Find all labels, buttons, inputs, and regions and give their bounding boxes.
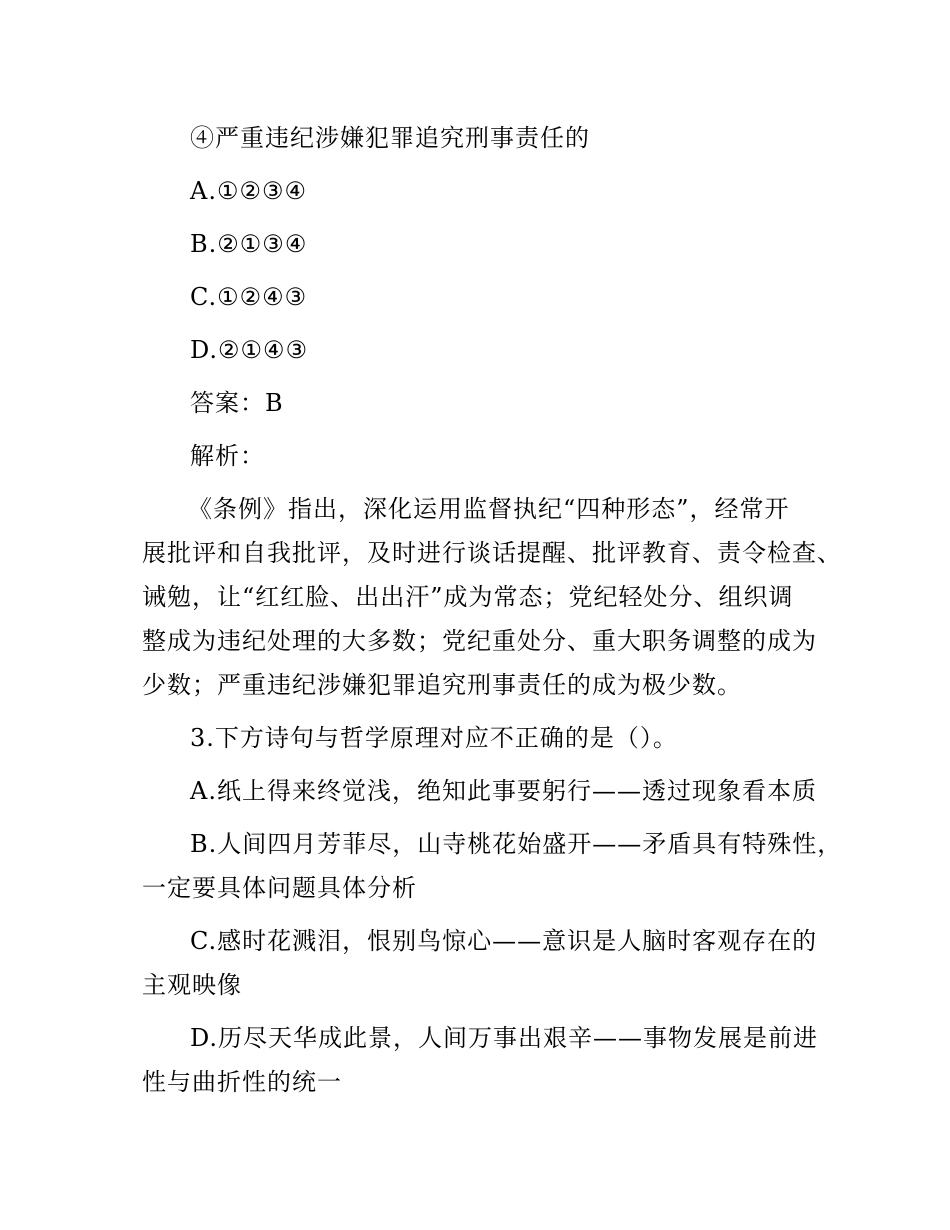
answer-choice-a: A.①②③④ bbox=[190, 177, 308, 205]
analysis-heading: 解析： bbox=[190, 442, 265, 470]
answer-choice-d: D.②①④③ bbox=[190, 336, 309, 364]
analysis-paragraph-line-3: 诫勉，让“红红脸、出出汗”成为常态；党纪轻处分、组织调 bbox=[142, 583, 794, 611]
option-item-4: ④严重违纪涉嫌犯罪追究刑事责任的 bbox=[190, 124, 590, 152]
question-3-option-d-line-1: D.历尽天华成此景，人间万事出艰辛——事物发展是前进 bbox=[190, 1024, 819, 1052]
analysis-paragraph-line-5: 少数；严重违纪涉嫌犯罪追究刑事责任的成为极少数。 bbox=[142, 671, 742, 699]
question-3-option-b-line-1: B.人间四月芳菲尽，山寺桃花始盛开——矛盾具有特殊性， bbox=[190, 830, 843, 858]
analysis-paragraph-line-4: 整成为违纪处理的大多数；党纪重处分、重大职务调整的成为 bbox=[142, 627, 817, 655]
answer-line: 答案：B bbox=[190, 389, 284, 417]
answer-choice-b: B.②①③④ bbox=[190, 230, 308, 258]
analysis-paragraph-line-1: 《条例》指出，深化运用监督执纪“四种形态”，经常开 bbox=[188, 495, 790, 523]
question-3-option-c-line-1: C.感时花溅泪，恨别鸟惊心——意识是人脑时客观存在的 bbox=[190, 927, 818, 955]
question-3-option-c-line-2: 主观映像 bbox=[142, 971, 242, 999]
question-3-stem: 3.下方诗句与哲学原理对应不正确的是（）。 bbox=[190, 724, 678, 752]
question-3-option-b-line-2: 一定要具体问题具体分析 bbox=[142, 874, 417, 902]
question-3-option-d-line-2: 性与曲折性的统一 bbox=[142, 1068, 342, 1096]
analysis-paragraph-line-2: 展批评和自我批评，及时进行谈话提醒、批评教育、责令检查、 bbox=[142, 539, 842, 567]
question-3-option-a: A.纸上得来终觉浅，绝知此事要躬行——透过现象看本质 bbox=[190, 777, 817, 805]
answer-choice-c: C.①②④③ bbox=[190, 283, 308, 311]
